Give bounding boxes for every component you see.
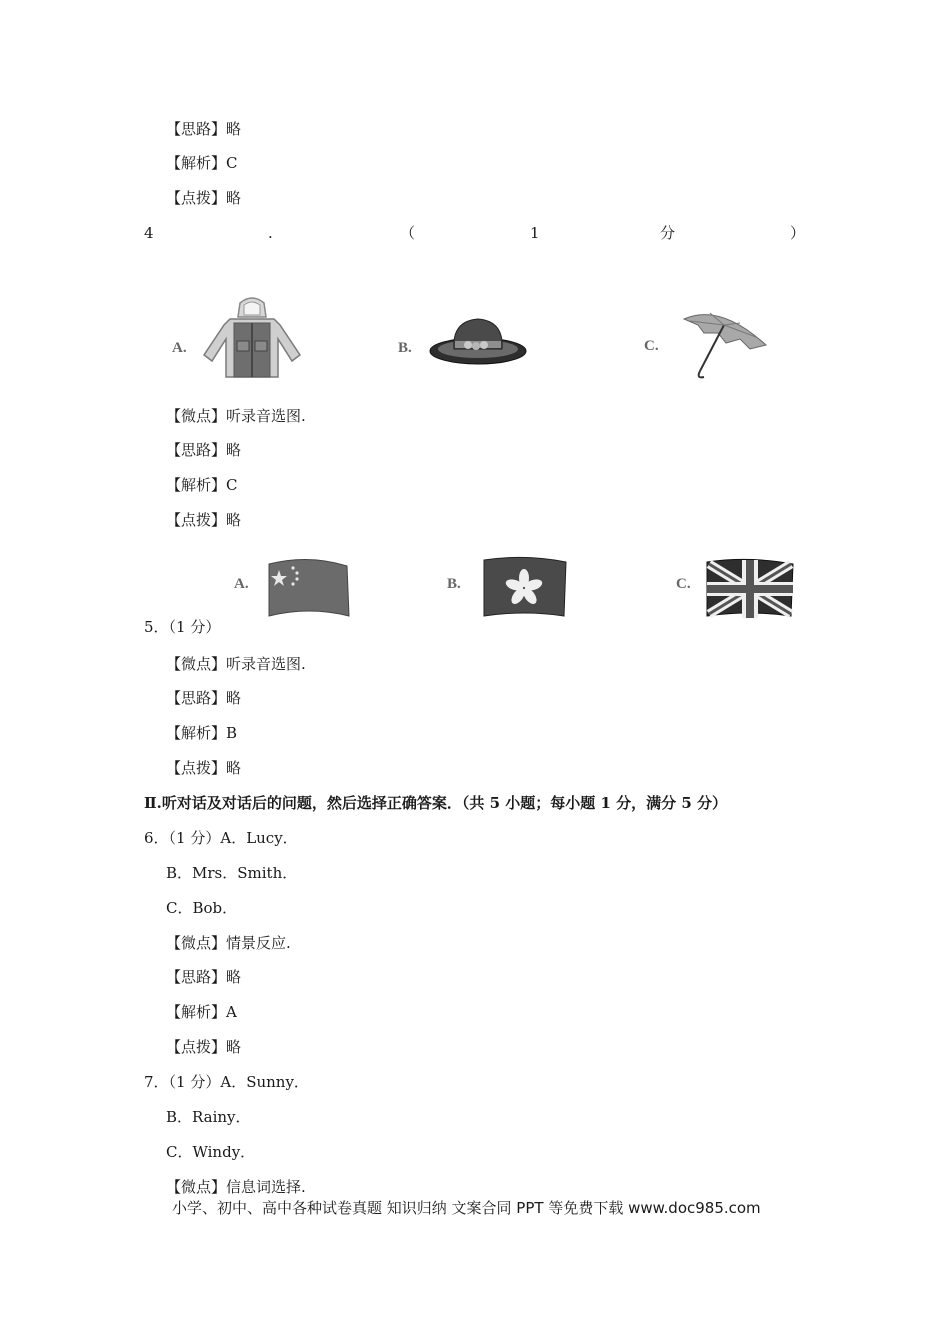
- q3-dianbo: 【点拨】略: [166, 189, 242, 207]
- hat-icon: [428, 315, 528, 367]
- uk-flag-icon: [703, 558, 797, 620]
- q4-dot: .: [268, 224, 273, 242]
- q3-jiexi: 【解析】C: [166, 154, 238, 172]
- q5-option-c-label: C.: [676, 576, 691, 592]
- q7-option-c: C．Windy．: [166, 1143, 256, 1161]
- q4-right-paren: ）: [790, 224, 806, 242]
- q4-score: 1: [530, 224, 540, 242]
- q5-option-a-label: A.: [234, 576, 249, 592]
- q4-option-c-label: C.: [644, 338, 659, 354]
- q3-silu: 【思路】略: [166, 120, 242, 138]
- q6-jiexi: 【解析】A: [166, 1003, 237, 1021]
- q7-weidian: 【微点】信息词选择.: [166, 1178, 306, 1196]
- q6-dianbo: 【点拨】略: [166, 1038, 242, 1056]
- q6-weidian: 【微点】情景反应.: [166, 934, 291, 952]
- q5-silu: 【思路】略: [166, 689, 242, 707]
- q4-option-a-label: A.: [172, 340, 187, 356]
- china-flag-icon: [265, 558, 351, 622]
- q5-header: 5．（1 分）: [144, 618, 221, 636]
- section-2-title: Ⅱ.听对话及对话后的问题，然后选择正确答案．（共 5 小题；每小题 1 分，满分 5 分）: [144, 794, 728, 812]
- q4-fen: 分: [660, 224, 676, 242]
- q6-option-b: B．Mrs．Smith．: [166, 864, 298, 882]
- footer-watermark: 小学、初中、高中各种试卷真题 知识归纳 文案合同 PPT 等免费下载 www.doc985.com: [172, 1199, 761, 1217]
- q7-option-b: B．Rainy．: [166, 1108, 251, 1126]
- q4-option-b-label: B.: [398, 340, 412, 356]
- q6-option-c: C．Bob．: [166, 899, 238, 917]
- q6-silu: 【思路】略: [166, 968, 242, 986]
- q4-number: 4: [144, 224, 154, 242]
- q4-silu: 【思路】略: [166, 441, 242, 459]
- hong-kong-flag-icon: [480, 556, 570, 620]
- q7-header: 7．（1 分）A．Sunny．: [144, 1073, 309, 1091]
- q6-header: 6．（1 分）A．Lucy．: [144, 829, 298, 847]
- jacket-icon: [200, 295, 305, 380]
- q5-dianbo: 【点拨】略: [166, 759, 242, 777]
- q4-left-paren: （: [400, 224, 416, 242]
- q4-jiexi: 【解析】C: [166, 476, 238, 494]
- umbrella-icon: [680, 305, 770, 380]
- q5-weidian: 【微点】听录音选图.: [166, 655, 306, 673]
- q4-weidian: 【微点】听录音选图.: [166, 407, 306, 425]
- q5-option-b-label: B.: [447, 576, 461, 592]
- q5-jiexi: 【解析】B: [166, 724, 238, 742]
- q4-dianbo: 【点拨】略: [166, 511, 242, 529]
